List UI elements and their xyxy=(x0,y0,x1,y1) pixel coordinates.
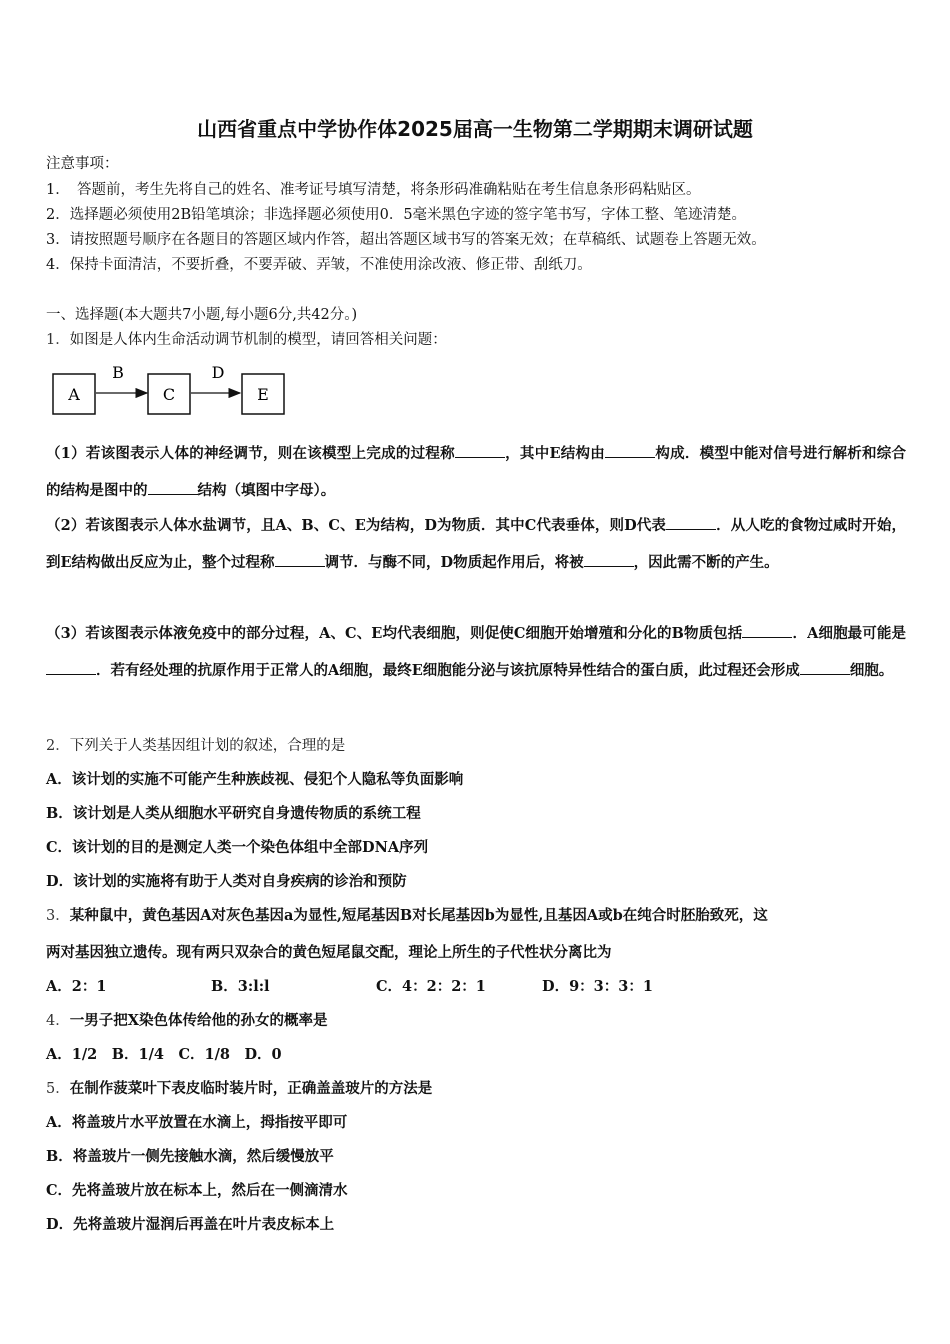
question-3-option-a[interactable]: A．2：1 xyxy=(46,978,107,995)
answer-blank[interactable] xyxy=(148,482,198,495)
question-3-option-b[interactable]: B．3:l:l xyxy=(211,978,270,995)
diagram-box-c-label: C xyxy=(162,385,176,404)
question-5-option-a[interactable]: A．将盖玻片水平放置在水滴上，拇指按平即可 xyxy=(46,1114,348,1131)
question-2-option-c[interactable]: C．该计划的目的是测定人类一个染色体组中全部DNA序列 xyxy=(46,839,429,856)
question-3-option-c[interactable]: C．4：2：2：1 xyxy=(376,978,486,995)
question-4-stem: 4．一男子把X染色体传给他的孙女的概率是 xyxy=(46,1012,328,1029)
answer-blank[interactable] xyxy=(46,662,96,675)
question-number: 4． xyxy=(46,1013,70,1029)
answer-blank[interactable] xyxy=(666,517,716,530)
question-1-stem xyxy=(46,328,447,349)
diagram-arrow-d-label: D xyxy=(211,363,225,382)
answer-blank[interactable] xyxy=(605,445,655,458)
question-2-stem: 2．下列关于人类基因组计划的叙述，合理的是 xyxy=(46,738,346,754)
answer-blank[interactable] xyxy=(455,445,505,458)
question-3-stem-line-1: 3．某种鼠中，黄色基因A对灰色基因a为显性,短尾基因B对长尾基因b为显性,且基因A或b在纯合时胚胎致死，这 xyxy=(46,907,768,924)
question-number: 5． xyxy=(46,1081,70,1097)
question-5-option-b[interactable]: B．将盖玻片一侧先接触水滴，然后缓慢放平 xyxy=(46,1148,334,1165)
question-5-stem: 5．在制作菠菜叶下表皮临时装片时，正确盖盖玻片的方法是 xyxy=(46,1080,433,1097)
answer-blank[interactable] xyxy=(800,662,850,675)
question-3-stem-line-2: 两对基因独立遗传。现有两只双杂合的黄色短尾鼠交配，理论上所生的子代性状分离比为 xyxy=(46,944,612,961)
notice-item-3: 3．请按照题号顺序在各题目的答题区域内作答，超出答题区域书写的答案无效；在草稿纸、试题卷上答题无效。 xyxy=(46,232,766,248)
regulation-model-diagram xyxy=(50,360,295,420)
section-heading: 一、选择题(本大题共7小题,每小题6分,共42分。) xyxy=(46,307,358,323)
question-1-part-3: （3）若该图表示体液免疫中的部分过程，A、C、E均代表细胞，则促使C细胞开始增殖和分化的B物质包括 ．A细胞最可能是．若有经处理的抗原作用于正常人的A细胞，最终E细胞能分泌与该抗原特异性结合的蛋白质，此过程还会形成 细胞。 xyxy=(46,625,907,679)
question-5-option-d[interactable]: D．先将盖玻片湿润后再盖在叶片表皮标本上 xyxy=(46,1216,335,1233)
notice-heading: 注意事项： xyxy=(46,156,119,172)
exam-title: 山西省重点中学协作体2025届高一生物第二学期期末调研试题 xyxy=(197,117,753,141)
notice-item-2: 2．选择题必须使用2B铅笔填涂；非选择题必须使用0．5毫米黑色字迹的签字笔书写，字体工整、笔迹清楚。 xyxy=(46,207,747,223)
notice-item-4: 4．保持卡面清洁，不要折叠，不要弄破、弄皱，不准使用涂改液、修正带、刮纸刀。 xyxy=(46,257,592,273)
diagram-arrow-b-label: B xyxy=(112,363,124,382)
question-4-options[interactable]: A．1/2 B．1/4 C．1/8 D．0 xyxy=(46,1046,282,1063)
question-1-part-2: （2）若该图表示人体水盐调节，且A、B、C、E为结构，D为物质．其中C代表垂体，则D代表 ．从人吃的食物过咸时开始，到E结构做出反应为止，整个过程称 调节．与酶不同，D物质起作用后，将被 ，因此需不断的产生。 xyxy=(46,517,907,571)
question-2-option-a[interactable]: A．该计划的实施不可能产生种族歧视、侵犯个人隐私等负面影响 xyxy=(46,771,464,788)
question-text: 如图是人体内生命活动调节机制的模型，请回答相关问题： xyxy=(69,332,447,348)
diagram-box-e-label: E xyxy=(257,385,269,404)
question-2-option-b[interactable]: B．该计划是人类从细胞水平研究自身遗传物质的系统工程 xyxy=(46,805,421,822)
question-2-option-d[interactable]: D．该计划的实施将有助于人类对自身疾病的诊治和预防 xyxy=(46,873,407,890)
notice-item-1: 1． 答题前，考生先将自己的姓名、准考证号填写清楚，将条形码准确粘贴在考生信息条形码粘贴区。 xyxy=(46,182,701,198)
question-3-option-d[interactable]: D．9：3：3：1 xyxy=(542,978,653,995)
answer-blank[interactable] xyxy=(275,554,325,567)
question-number: 1． xyxy=(46,332,70,348)
answer-blank[interactable] xyxy=(584,554,634,567)
diagram-box-a-label: A xyxy=(68,385,80,404)
question-5-option-c[interactable]: C．先将盖玻片放在标本上，然后在一侧滴清水 xyxy=(46,1182,348,1199)
answer-blank[interactable] xyxy=(742,625,792,638)
question-number: 3． xyxy=(46,908,70,924)
question-1-part-1: （1）若该图表示人体的神经调节，则在该模型上完成的过程称 ，其中E结构由 构成．模型中能对信号进行解析和综合的结构是图中的 结构（填图中字母）。 xyxy=(46,445,907,499)
question-number: 2． xyxy=(46,738,70,754)
